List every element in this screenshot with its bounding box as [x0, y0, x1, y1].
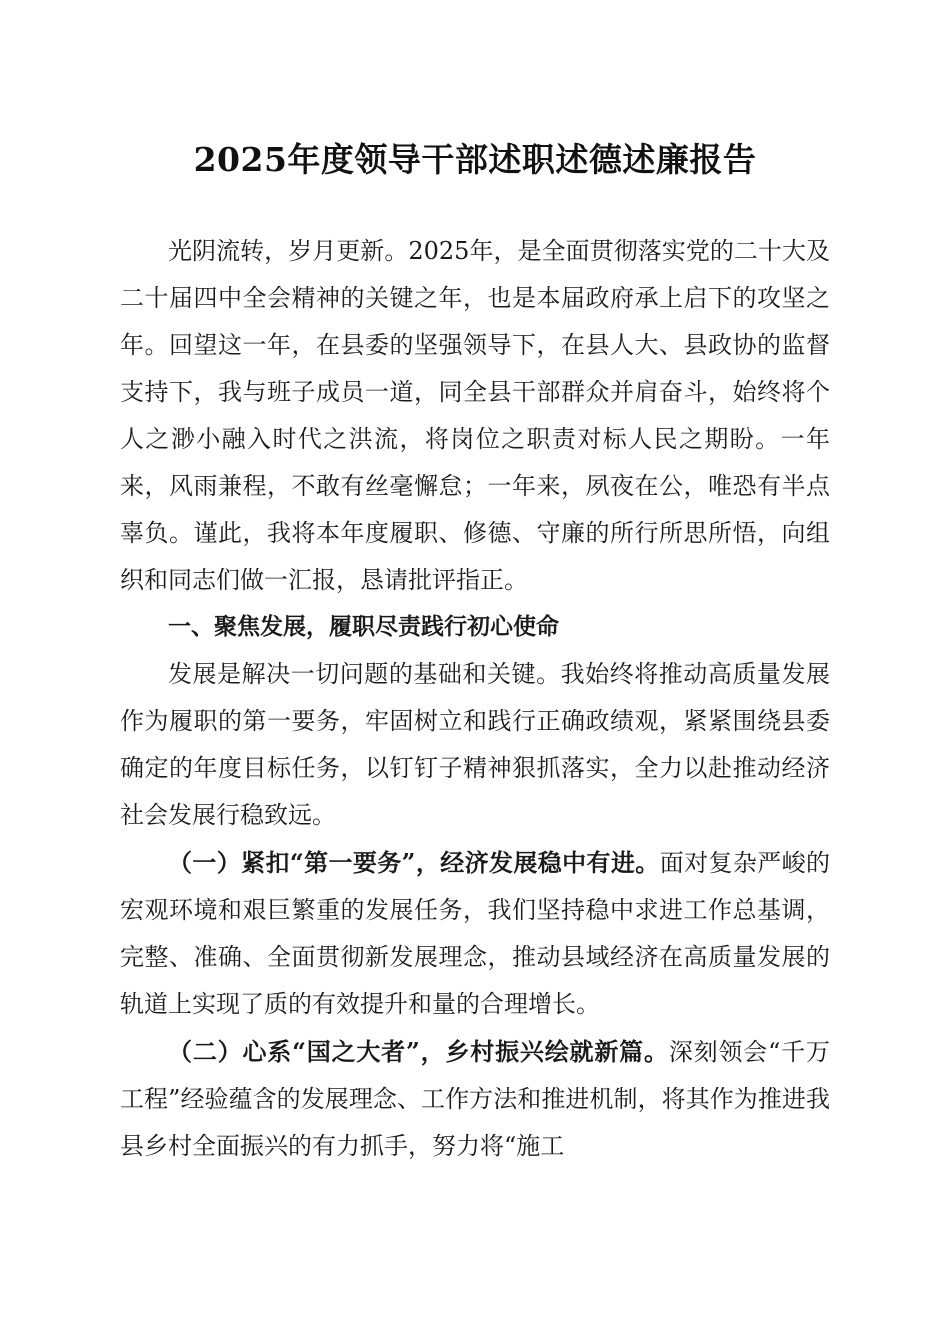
- subsection-text-1: 面对复杂严峻的宏观环境和艰巨繁重的发展任务，我们坚持稳中求进工作总基调，完整、准确、全面贯彻新发展理念，推动县域经济在高质量发展的轨道上实现了质的有效提升和量的合理增长。: [120, 849, 831, 1018]
- subsection-lead-2: （二）心系“国之大者”，乡村振兴绘就新篇。: [168, 1037, 669, 1066]
- document-title: 2025年度领导干部述职述德述廉报告: [193, 140, 757, 179]
- subsection-lead-1: （一）紧扣“第一要务”，经济发展稳中有进。: [168, 848, 660, 877]
- subsection-paragraph-1: [120, 839, 830, 1028]
- subsection-text-2: 深刻领会“千万工程”经验蕴含的发展理念、工作方法和推进机制，将其作为推进我县乡村全面振兴的有力抓手，努力将“施工: [120, 1038, 830, 1160]
- subsection-paragraph-2: [120, 1028, 830, 1170]
- section-paragraph: 发展是解决一切问题的基础和关键。我始终将推动高质量发展作为履职的第一要务，牢固树立和践行正确政绩观，紧紧围绕县委确定的年度目标任务，以钉钉子精神狠抓落实，全力以赴推动经济社会发展行稳致远。: [120, 660, 830, 829]
- intro-paragraph: 光阴流转，岁月更新。2025年，是全面贯彻落实党的二十大及二十届四中全会精神的关键之年，也是本届政府承上启下的攻坚之年。回望这一年，在县委的坚强领导下，在县人大、县政协的监督支持下，我与班子成员一道，同全县干部群众并肩奋斗，始终将个人之渺小融入时代之洪流，将岗位之职责对标人民之期盼。一年来，风雨兼程，不敢有丝毫懈怠；一年来，夙夜在公，唯恐有半点辜负。谨此，我将本年度履职、修德、守廉的所行所思所悟，向组织和同志们做一汇报，恳请批评指正。: [120, 237, 830, 594]
- document-body: [120, 228, 830, 1170]
- section-heading: 一、聚焦发展，履职尽责践行初心使命: [168, 614, 559, 640]
